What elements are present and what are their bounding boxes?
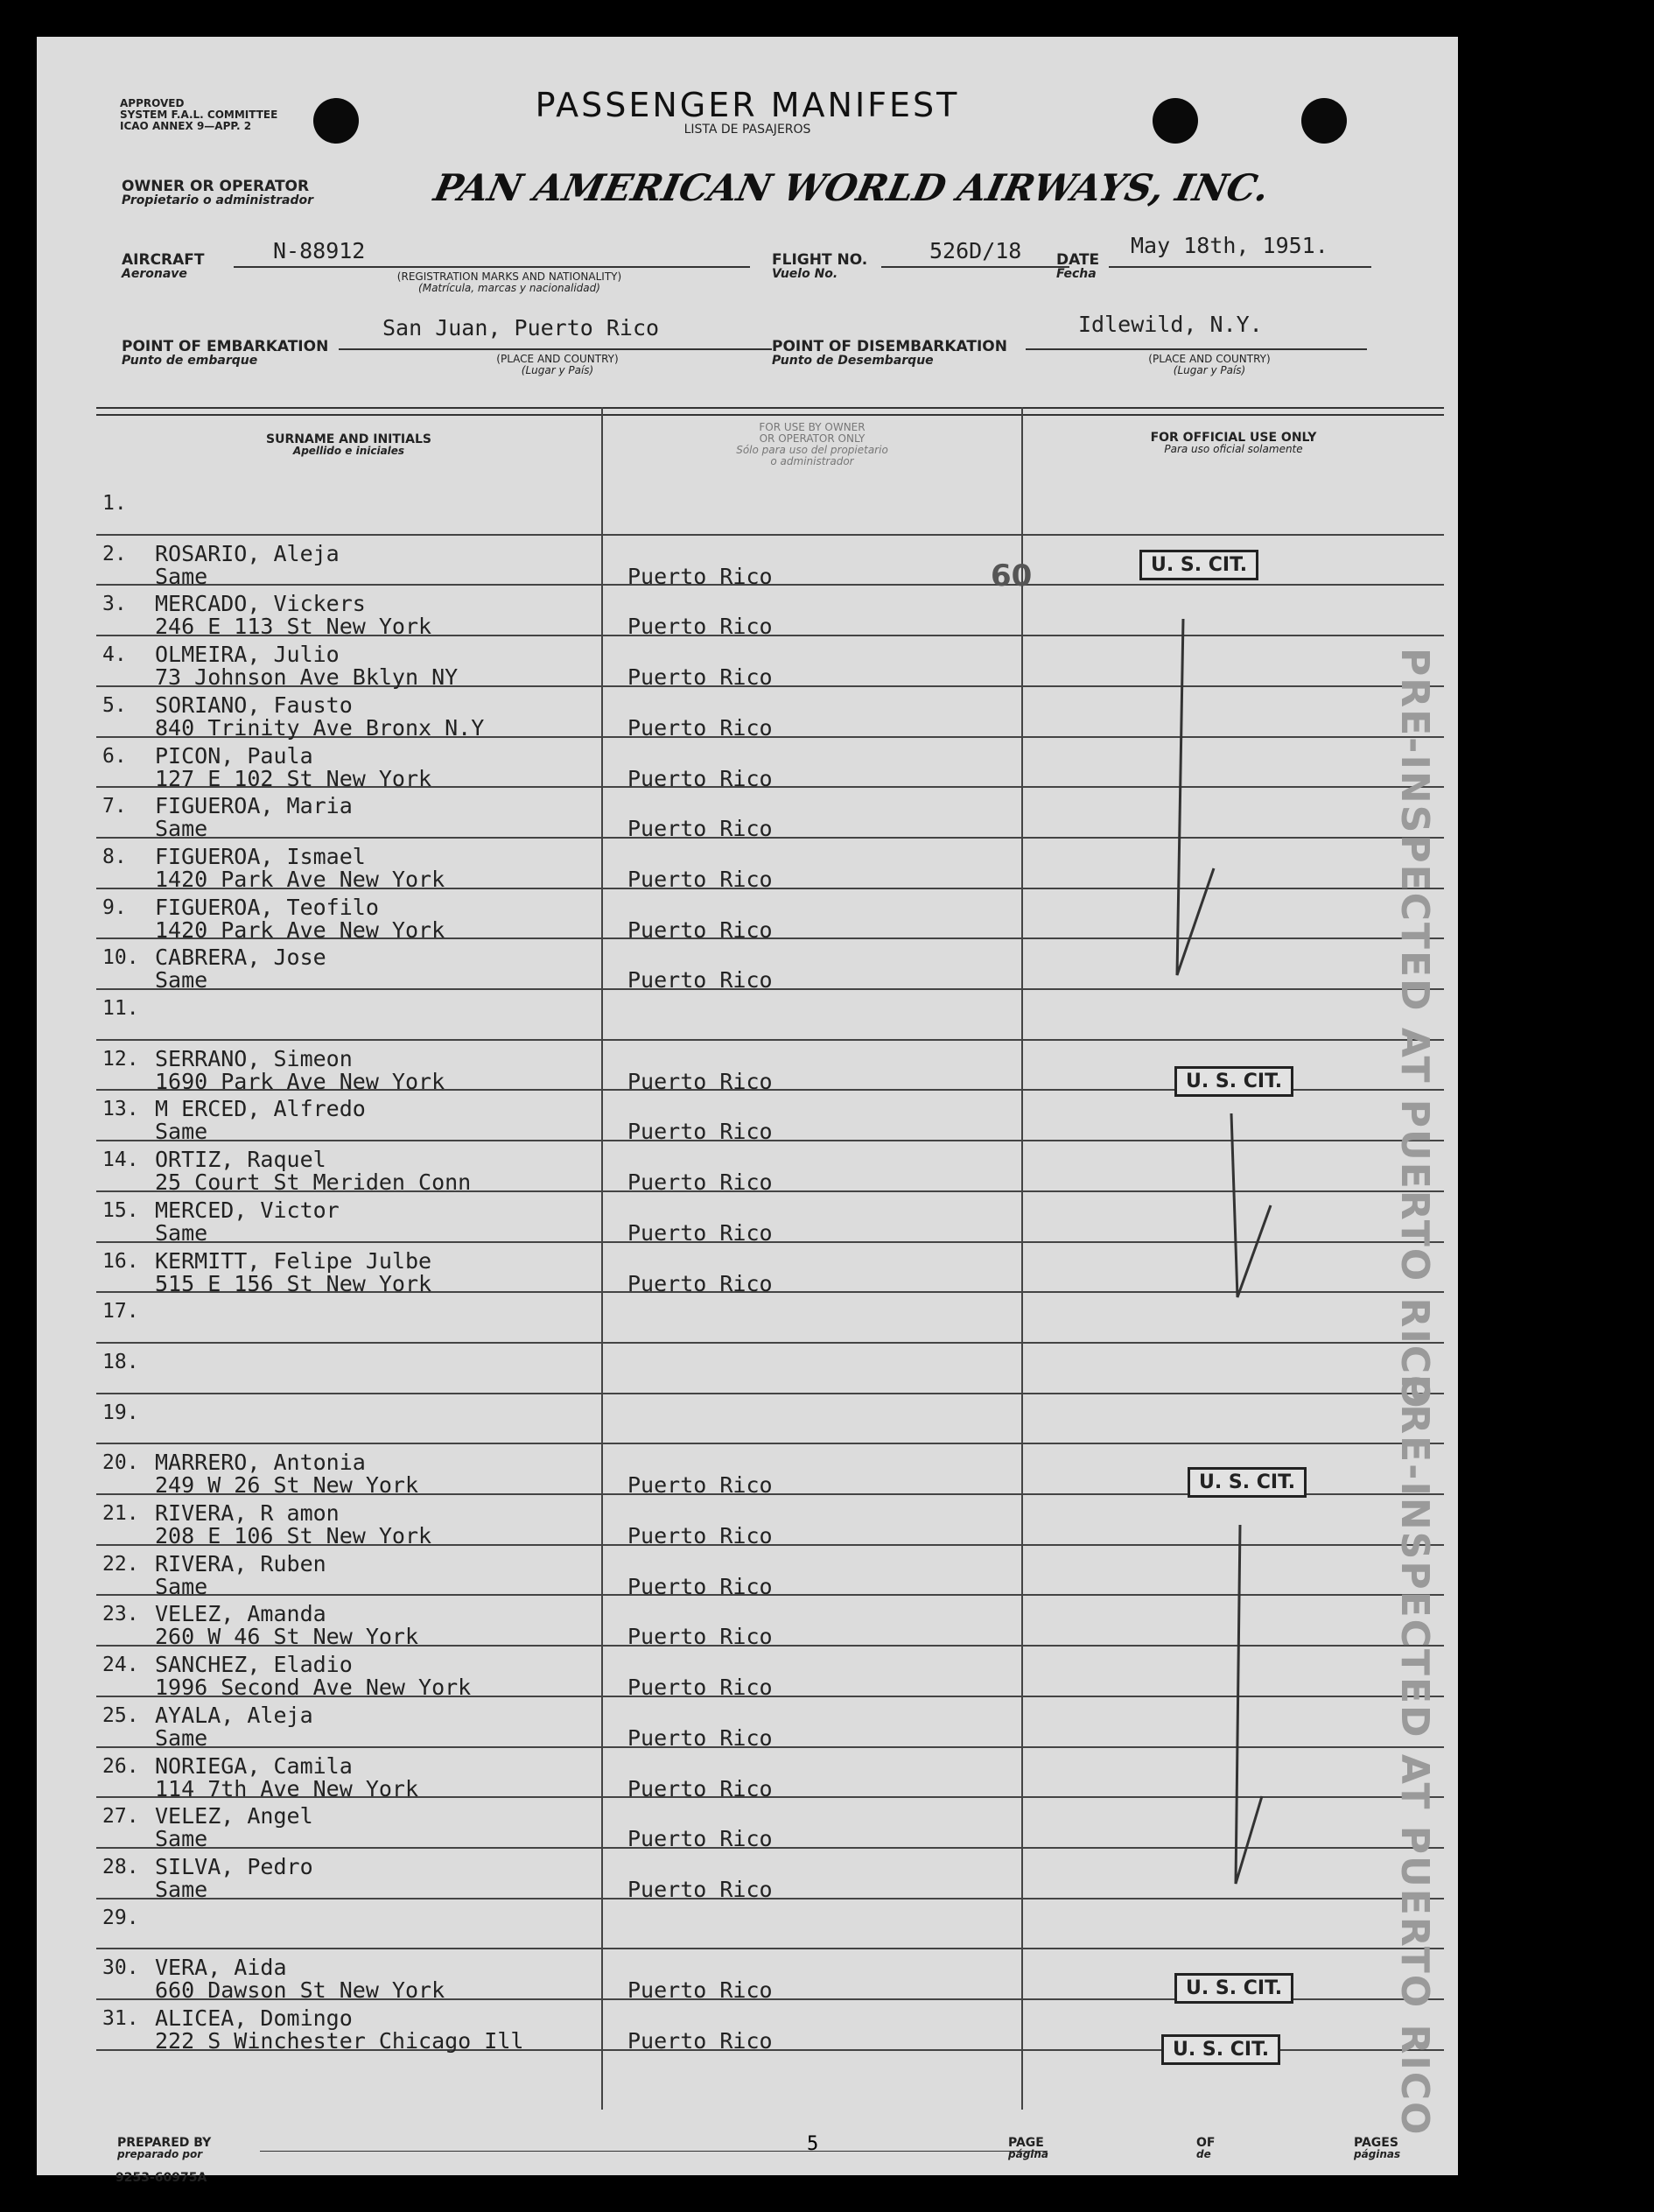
passenger-name: PICON, Paula: [155, 742, 313, 769]
passenger-address: 660 Dawson St New York: [155, 1977, 445, 2004]
passenger-name: SORIANO, Fausto: [155, 692, 353, 718]
embarkation-label-es: Punto de embarque: [122, 354, 258, 368]
destination: Puerto Rico: [627, 664, 773, 691]
embarkation-value: San Juan, Puerto Rico: [382, 315, 660, 341]
aircraft-label-es: Aeronave: [122, 267, 187, 281]
page-label-en: PAGE: [1008, 2136, 1044, 2150]
disembarkation-label-es: Punto de Desembarque: [772, 354, 934, 368]
passenger-name: VERA, Aida: [155, 1955, 287, 1981]
passenger-address: 208 E 106 St New York: [155, 1523, 432, 1548]
destination: Puerto Rico: [627, 1624, 773, 1650]
passenger-address: Same: [155, 1826, 208, 1852]
approval-line-3: ICAO ANNEX 9—APP. 2: [120, 120, 252, 132]
passenger-name: SANCHEZ, Eladio: [155, 1652, 353, 1678]
passenger-address: 114 7th Ave New York: [155, 1775, 419, 1801]
of-label-es: de: [1196, 2148, 1211, 2160]
destination: Puerto Rico: [627, 765, 773, 791]
row-number: 3.: [102, 593, 127, 616]
row-number: 5.: [102, 693, 127, 717]
page-label: [1008, 2138, 1048, 2160]
owner-label-en: OWNER OR OPERATOR: [122, 178, 310, 195]
passenger-address: 1420 Park Ave New York: [155, 866, 445, 892]
row-number: 28.: [102, 1855, 139, 1878]
destination: Puerto Rico: [627, 714, 773, 741]
row-number: 15.: [102, 1198, 139, 1222]
us-citizen-stamp: U. S. CIT.: [1188, 1467, 1307, 1498]
destination: Puerto Rico: [627, 1119, 773, 1145]
row-number: 29.: [102, 1906, 139, 1929]
passenger-name: OLMEIRA, Julio: [155, 642, 340, 668]
destination: Puerto Rico: [627, 1977, 773, 2004]
passenger-name: RIVERA, R amon: [155, 1500, 340, 1526]
passenger-name: CABRERA, Jose: [155, 944, 326, 971]
destination: Puerto Rico: [627, 1724, 773, 1751]
passenger-address: Same: [155, 967, 208, 994]
passenger-address: 840 Trinity Ave Bronx N.Y: [155, 714, 485, 741]
form-title: PASSENGER MANIFEST: [535, 86, 960, 124]
passenger-address: 249 W 26 St New York: [155, 1472, 419, 1499]
destination: Puerto Rico: [627, 967, 773, 994]
destination: Puerto Rico: [627, 1169, 773, 1196]
check-mark: [1177, 619, 1214, 975]
row-number: 23.: [102, 1603, 139, 1626]
disembarkation-value: Idlewild, N.Y.: [1078, 312, 1263, 337]
passenger-address: 25 Court St Meriden Conn: [155, 1169, 472, 1196]
disembarkation-caption-es: (Lugar y País): [1173, 364, 1246, 376]
prepared-by-label: [117, 2138, 211, 2160]
of-label: [1196, 2138, 1215, 2160]
col-header-owner-use-en-1: FOR USE BY OWNER: [759, 421, 866, 433]
row-number: 16.: [102, 1249, 139, 1273]
passenger-address: 127 E 102 St New York: [155, 765, 432, 791]
check-mark: [1231, 1113, 1271, 1297]
passenger-name: KERMITT, Felipe Julbe: [155, 1247, 432, 1274]
passenger-name: ALICEA, Domingo: [155, 2005, 353, 2031]
passenger-address: 246 E 113 St New York: [155, 614, 432, 640]
us-citizen-stamp: U. S. CIT.: [1161, 2034, 1280, 2065]
destination: Puerto Rico: [627, 916, 773, 943]
col-header-surname-es: Apellido e iniciales: [292, 445, 405, 457]
row-number: 26.: [102, 1754, 139, 1778]
passenger-address: Same: [155, 1119, 208, 1145]
passenger-address: 1420 Park Ave New York: [155, 916, 445, 943]
passenger-name: SERRANO, Simeon: [155, 1045, 353, 1071]
destination: Puerto Rico: [627, 816, 773, 842]
row-number: 18.: [102, 1350, 139, 1373]
aircraft-value: N-88912: [273, 238, 366, 263]
embarkation-caption-en: (PLACE AND COUNTRY): [496, 353, 619, 365]
passenger-name: M ERCED, Alfredo: [155, 1096, 366, 1122]
destination: Puerto Rico: [627, 563, 773, 589]
us-citizen-stamp: U. S. CIT.: [1139, 550, 1258, 580]
destination: Puerto Rico: [627, 1270, 773, 1296]
row-number: 14.: [102, 1148, 139, 1172]
destination: Puerto Rico: [627, 1826, 773, 1852]
col-header-official-es: Para uso oficial solamente: [1164, 443, 1303, 455]
passenger-name: FIGUEROA, Teofilo: [155, 894, 379, 920]
passenger-name: FIGUEROA, Maria: [155, 793, 353, 819]
destination: Puerto Rico: [627, 1523, 773, 1548]
passenger-name: SILVA, Pedro: [155, 1853, 313, 1879]
pages-label-es: páginas: [1354, 2148, 1401, 2160]
destination: Puerto Rico: [627, 1068, 773, 1094]
row-number: 19.: [102, 1401, 139, 1424]
destination: Puerto Rico: [627, 1219, 773, 1246]
passenger-address: Same: [155, 1724, 208, 1751]
flight-label-es: Vuelo No.: [772, 267, 838, 281]
flight-label-en: FLIGHT NO.: [772, 251, 868, 269]
passenger-address: 515 E 156 St New York: [155, 1270, 432, 1296]
passenger-address: Same: [155, 1573, 208, 1599]
passenger-address: 1690 Park Ave New York: [155, 1068, 445, 1094]
us-citizen-stamp: U. S. CIT.: [1174, 1973, 1293, 2004]
aircraft-caption-es: (Matrícula, marcas y nacionalidad): [418, 282, 600, 294]
passenger-name: MERCADO, Vickers: [155, 591, 366, 617]
aircraft-label-en: AIRCRAFT: [122, 251, 205, 269]
row-number: 20.: [102, 1451, 139, 1475]
prepared-by-label-en: PREPARED BY: [117, 2136, 212, 2150]
page-label-es: página: [1008, 2148, 1049, 2160]
passenger-name: MERCED, Victor: [155, 1197, 340, 1223]
approval-line-2: SYSTEM F.A.L. COMMITTEE: [120, 109, 278, 121]
passenger-address: Same: [155, 1219, 208, 1246]
row-number: 2.: [102, 542, 127, 565]
passenger-name: RIVERA, Ruben: [155, 1550, 326, 1576]
check-mark: [1236, 1525, 1262, 1884]
date-label-en: DATE: [1056, 251, 1100, 269]
row-number: 27.: [102, 1805, 139, 1829]
row-number: 12.: [102, 1047, 139, 1071]
disembarkation-label-en: POINT OF DISEMBARKATION: [772, 338, 1007, 355]
pre-inspected-stamp: PRE-INSPECTED AT PUERTO RICO: [1392, 1374, 1437, 2137]
date-label-es: Fecha: [1056, 267, 1097, 281]
footer-mark: 5: [807, 2133, 819, 2155]
destination: Puerto Rico: [627, 1472, 773, 1499]
airline-name: PAN AMERICAN WORLD AIRWAYS, INC.: [430, 166, 1273, 209]
destination: Puerto Rico: [627, 1675, 773, 1701]
passenger-address: 73 Johnson Ave Bklyn NY: [155, 664, 459, 691]
passenger-name: NORIEGA, Camila: [155, 1752, 353, 1779]
page-count-note: 60: [991, 558, 1033, 593]
row-number: 24.: [102, 1654, 139, 1677]
manifest-sheet: [37, 37, 1458, 2185]
pages-label: [1354, 2138, 1400, 2160]
destination: Puerto Rico: [627, 1573, 773, 1599]
destination: Puerto Rico: [627, 1876, 773, 1902]
row-number: 4.: [102, 643, 127, 667]
row-number: 22.: [102, 1552, 139, 1576]
prepared-by-label-es: preparado por: [117, 2148, 203, 2160]
embarkation-label-en: POINT OF EMBARKATION: [122, 338, 329, 355]
passenger-name: FIGUEROA, Ismael: [155, 843, 366, 869]
row-number: 8.: [102, 845, 127, 868]
col-header-official-en: FOR OFFICIAL USE ONLY: [1150, 431, 1317, 445]
pages-label-en: PAGES: [1354, 2136, 1398, 2150]
row-number: 10.: [102, 946, 139, 970]
row-number: 1.: [102, 492, 127, 515]
passenger-address: 1996 Second Ave New York: [155, 1675, 472, 1701]
col-header-owner-use-es-2: o administrador: [770, 455, 854, 467]
approval-line-1: APPROVED: [120, 97, 185, 109]
row-number: 9.: [102, 895, 127, 919]
date-value: May 18th, 1951.: [1131, 233, 1328, 258]
passenger-address: 222 S Winchester Chicago Ill: [155, 2028, 524, 2054]
form-number: 9253-60975A: [116, 2171, 207, 2185]
destination: Puerto Rico: [627, 2028, 773, 2054]
row-number: 30.: [102, 1956, 139, 1980]
destination: Puerto Rico: [627, 866, 773, 892]
pre-inspected-stamp: PRE-INSPECTED AT PUERTO RICO: [1392, 648, 1437, 1410]
passenger-address: 260 W 46 St New York: [155, 1624, 419, 1650]
check-marks: [37, 37, 1458, 2175]
form-subtitle: LISTA DE PASAJEROS: [683, 123, 811, 137]
passenger-name: ORTIZ, Raquel: [155, 1147, 326, 1173]
passenger-name: VELEZ, Amanda: [155, 1601, 326, 1627]
destination: Puerto Rico: [627, 614, 773, 640]
passenger-address: Same: [155, 1876, 208, 1902]
passenger-name: AYALA, Aleja: [155, 1702, 313, 1728]
of-label-en: OF: [1196, 2136, 1216, 2150]
row-number: 17.: [102, 1300, 139, 1324]
row-number: 21.: [102, 1502, 139, 1525]
destination: Puerto Rico: [627, 1775, 773, 1801]
col-header-owner-use-es-1: Sólo para uso del propietario: [736, 444, 888, 456]
row-number: 13.: [102, 1098, 139, 1121]
passenger-name: VELEZ, Angel: [155, 1803, 313, 1829]
col-header-surname-en: SURNAME AND INITIALS: [266, 432, 431, 446]
owner-label-es: Propietario o administrador: [122, 193, 314, 207]
aircraft-caption-en: (REGISTRATION MARKS AND NATIONALITY): [396, 270, 622, 283]
col-header-owner-use-en-2: OR OPERATOR ONLY: [759, 432, 866, 445]
passenger-name: ROSARIO, Aleja: [155, 540, 340, 566]
row-number: 11.: [102, 997, 139, 1020]
flight-value: 526D/18: [929, 238, 1022, 263]
passenger-address: Same: [155, 816, 208, 842]
disembarkation-caption-en: (PLACE AND COUNTRY): [1148, 353, 1271, 365]
embarkation-caption-es: (Lugar y País): [521, 364, 594, 376]
passenger-name: MARRERO, Antonia: [155, 1450, 366, 1476]
us-citizen-stamp: U. S. CIT.: [1174, 1066, 1293, 1097]
row-number: 31.: [102, 2007, 139, 2030]
row-number: 6.: [102, 744, 127, 768]
passenger-address: Same: [155, 563, 208, 589]
row-number: 25.: [102, 1703, 139, 1727]
row-number: 7.: [102, 795, 127, 818]
